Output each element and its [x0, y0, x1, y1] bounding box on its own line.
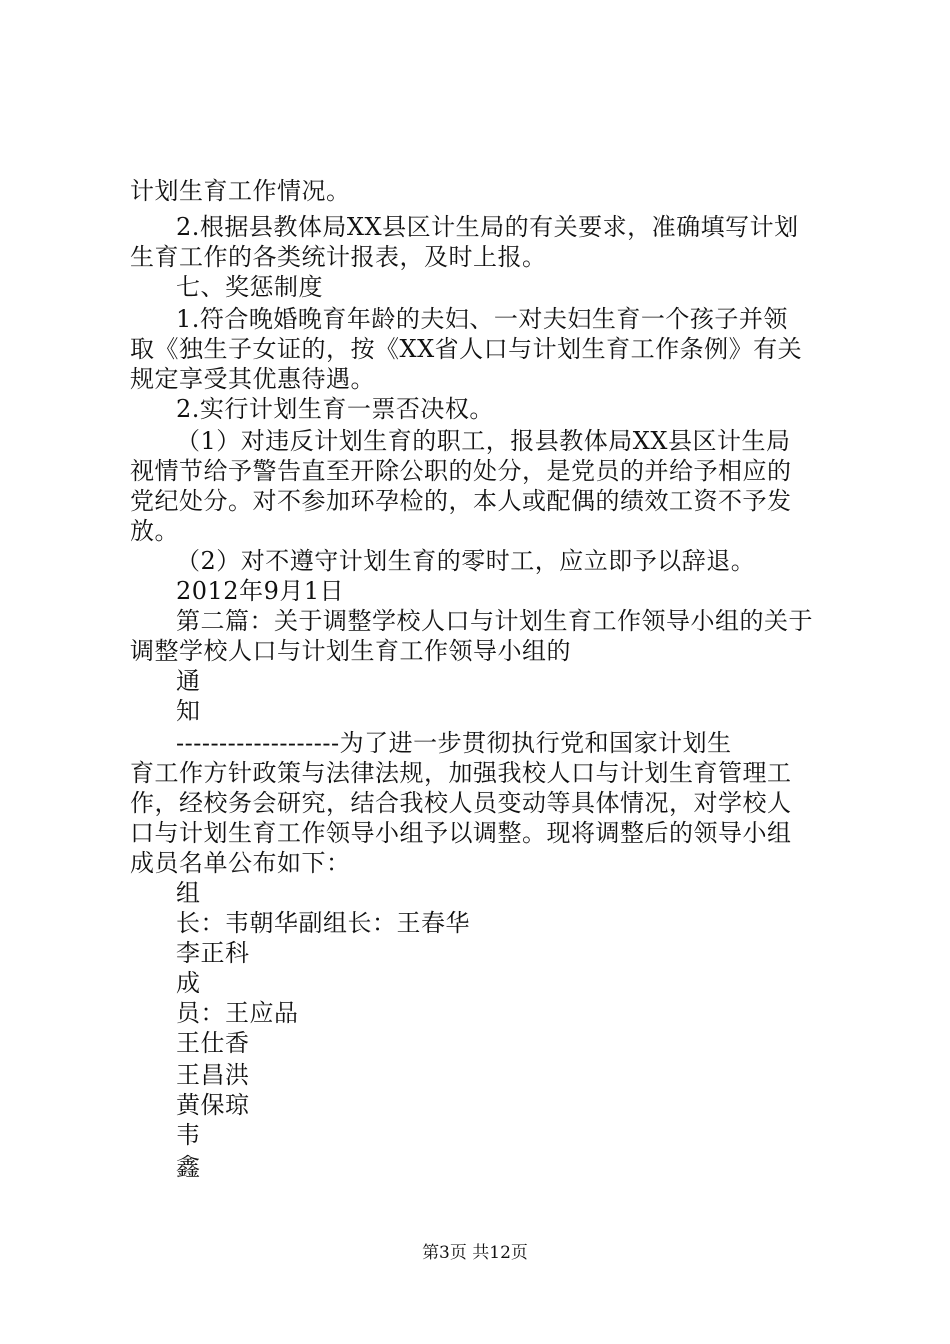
- text-line: 口与计划生育工作领导小组予以调整。现将调整后的领导小组: [130, 819, 792, 847]
- text-line: 育工作方针政策与法律法规，加强我校人口与计划生育管理工: [130, 759, 792, 787]
- text-line: -------------------为了进一步贯彻执行党和国家计划生: [176, 729, 732, 757]
- text-line: 作，经校务会研究，结合我校人员变动等具体情况，对学校人: [130, 789, 792, 817]
- member-line: 王昌洪: [176, 1061, 250, 1089]
- text-line: 放。: [130, 517, 179, 545]
- member-line: 鑫: [176, 1153, 201, 1181]
- text-line: 成员名单公布如下：: [130, 849, 351, 877]
- page-number-footer: 第3页 共12页: [422, 1243, 528, 1263]
- member-line: 韦: [176, 1121, 201, 1149]
- text-line: 生育工作的各类统计报表，及时上报。: [130, 243, 547, 271]
- text-line: （1）对违反计划生育的职工，报县教体局XX县区计生局: [176, 427, 791, 455]
- text-line: 1.符合晚婚晚育年龄的夫妇、一对夫妇生育一个孩子并领: [176, 305, 788, 333]
- text-line: 党纪处分。对不参加环孕检的，本人或配偶的绩效工资不予发: [130, 487, 792, 515]
- member-line: 王仕香: [176, 1029, 250, 1057]
- member-line: 黄保琼: [176, 1091, 250, 1119]
- text-line: 2.实行计划生育一票否决权。: [176, 395, 494, 423]
- text-line: 视情节给予警告直至开除公职的处分，是党员的并给予相应的: [130, 457, 792, 485]
- text-line: 规定享受其优惠待遇。: [130, 365, 375, 393]
- chapter-title: 调整学校人口与计划生育工作领导小组的: [130, 637, 571, 665]
- chapter-title: 第二篇：关于调整学校人口与计划生育工作领导小组的关于: [176, 607, 813, 635]
- text-line: 取《独生子女证的，按《XX省人口与计划生育工作条例》有关: [130, 335, 803, 363]
- text-line: （2）对不遵守计划生育的零时工，应立即予以辞退。: [176, 547, 756, 575]
- member-line: 员：王应品: [176, 999, 299, 1027]
- member-line: 成: [176, 969, 201, 997]
- notice-title: 通: [176, 667, 201, 695]
- member-line: 组: [176, 879, 201, 907]
- notice-title: 知: [176, 697, 201, 725]
- member-line: 李正科: [176, 939, 250, 967]
- text-line: 2.根据县教体局XX县区计生局的有关要求，准确填写计划: [176, 213, 799, 241]
- text-line: 计划生育工作情况。: [130, 177, 351, 205]
- section-heading: 七、奖惩制度: [176, 273, 323, 301]
- date-line: 2012年9月1日: [176, 577, 345, 605]
- member-line: 长：韦朝华副组长：王春华: [176, 909, 470, 937]
